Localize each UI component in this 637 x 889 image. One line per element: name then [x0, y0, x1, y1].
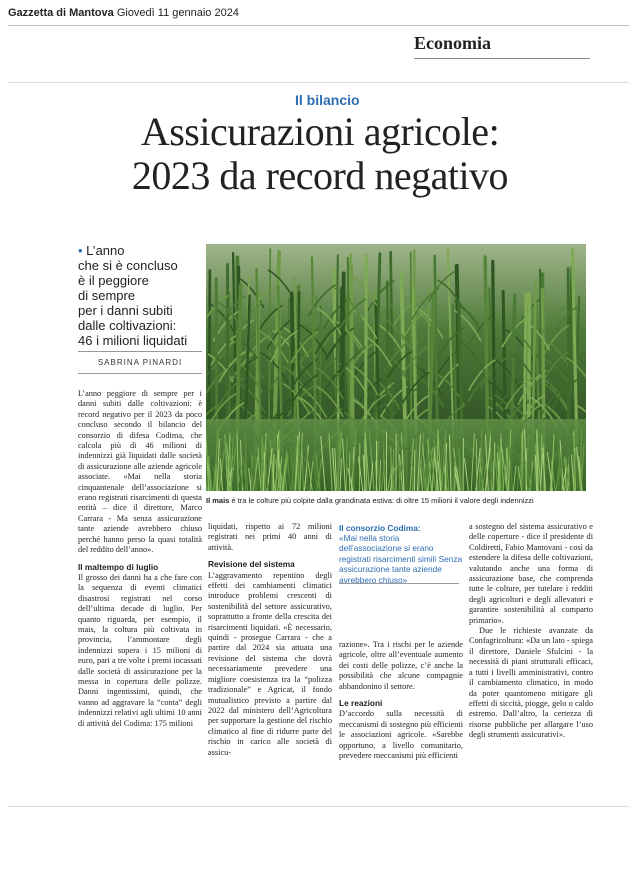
- corn-field-illustration: [206, 244, 586, 491]
- summary-line: per i danni subiti: [78, 303, 173, 318]
- body-paragraph: liquidati, rispetto ai 72 milioni registrati nei primi 40 anni di attività.: [208, 522, 332, 552]
- section-title: Economia: [414, 33, 492, 53]
- newspaper-name: Gazzetta di Mantova: [8, 7, 114, 19]
- bottom-divider: [8, 806, 629, 807]
- article-column-4: [469, 522, 593, 741]
- bullet-icon: •: [78, 243, 87, 258]
- body-paragraph: L’aggravamento repentino degli effetti dei cambiamenti climatici introduce problemi crescenti di sostenibilità del settore assicurativo, soprattutto a fronte della crescita dei risarcimenti liquidati. «È necessario, quindi - prosegue Carrara - che a partire dal 2024 sia attuata una revisione del sistema che dovrà necessariamente prevedere una migliore coesistenza tra la “polizza tradizionale” e Agricat, il fondo mutualistico previsto a partire dal 2022 dal ministero dell’Agricoltura per supportare la gestione del rischio climatico al fine di ridurre parte del rischio in carico alle società di assicu-: [208, 570, 332, 757]
- body-paragraph: a sostegno del sistema assicurativo e delle coperture - dice il presidente di Coldiretti, Fabio Mantovani - così da estendere la difesa delle coltivazioni, valutando anche una forma di assicurazione base, che comprenda tutte le colture, per tutelare i redditi degli agricoltori e degli allevatori e garantire sostenibilità al comparto primario».: [469, 522, 593, 625]
- photo-caption: [206, 496, 590, 506]
- header-divider: [8, 82, 629, 83]
- article-column-2: [208, 522, 332, 758]
- subheading: Le reazioni: [339, 698, 383, 709]
- author-byline: SABRINA PINARDI: [97, 358, 183, 367]
- pull-quote-text: «Mai nella storia dell’associazione si erano registrati risarcimenti simili Senza assicurazione tante aziende avrebbero chiuso»: [339, 533, 463, 585]
- subheading: Revisione del sistema: [208, 559, 295, 570]
- pull-quote: [339, 523, 463, 585]
- author-rule-bottom: [78, 373, 202, 374]
- article-column-3: [339, 640, 463, 761]
- pull-quote-title: Il consorzio Codima:: [339, 523, 421, 533]
- body-paragraph: razione». Tra i rischi per le aziende agricole, oltre all’eventuale aumento dei costi delle polizze, c’è anche la possibilità che alcune compagnie abbandonino il settore.: [339, 640, 463, 691]
- body-paragraph: D’accordo sulla necessità di meccanismi di sostegno più efficienti le associazioni agricole. «Sarebbe opportuno, a livello comunitario, prevedere meccanismi più efficienti: [339, 709, 463, 761]
- issue-date: Giovedì 11 gennaio 2024: [116, 7, 239, 19]
- summary-line: 46 i milioni liquidati: [78, 333, 188, 348]
- author-rule-top: [78, 351, 202, 352]
- body-paragraph: L’anno peggiore di sempre per i danni subiti dalle coltivazioni: è record negativo per il 2023 da poco concluso secondo il bilancio del consorzio di difesa Codima, che calcola più di 46 milioni di indennizzi già liquidati dalle società di assicurazione alle aziende agricole associate. «Mai nella storia cinquantenale dell’associazione si erano registrati risarcimenti di questa entità – dice il direttore, Marco Carrara - Ma senza assicurazione tante aziende avrebbero chiuso perché hanno perso la quasi totalità del reddito dell’anno».: [78, 389, 202, 555]
- summary-line: è il peggiore: [78, 273, 149, 288]
- article-summary: [78, 243, 202, 348]
- section-rule: [414, 58, 590, 59]
- pull-quote-rule: [339, 583, 459, 584]
- headline-line-1: Assicurazioni agricole:: [140, 109, 500, 154]
- corn-field-photo: [206, 244, 586, 491]
- summary-line: che si è concluso: [78, 258, 178, 273]
- top-divider: [8, 25, 629, 26]
- body-paragraph: Due le richieste avanzate da Confagricoltura: «Da un lato - spiega il direttore, Daniele Sfulcini - la necessità di piani strutturali efficaci, a tutti i livelli amministrativi, contro il cambiamento climatico, in modo da poter quantomeno mitigare gli effetti di siccità, piogge, gelo o caldo estremo. Dall’altro, la certezza di risorse pubbliche per allargare l’uso degli strumenti assicurativi».: [469, 626, 593, 740]
- summary-line: di sempre: [78, 288, 136, 303]
- headline: [40, 110, 600, 198]
- article-column-1: [78, 389, 202, 729]
- summary-line: L’anno: [86, 243, 125, 258]
- summary-line: dalle coltivazioni:: [78, 318, 177, 333]
- caption-lead: Il mais: [206, 496, 230, 505]
- headline-line-2: 2023 da record negativo: [131, 153, 509, 198]
- body-paragraph: Il grosso dei danni ha a che fare con la sequenza di eventi climatici disastrosi registrati nel corso dell’ultima decade di luglio. Per quanto riguarda, per esempio, il mais, la coltura più coltivata in provincia, l’ammontare degli indennizzi supera i 15 milioni di euro, pari a tre volte i premi incassati dalle società di assicurazione per la messa in copertura delle polizze. Danni ingentissimi, quindi, che vanno ad aggravare la “conta” degli indennizzi relativi agli ultimi 10 anni di attività del Codima: 175 milioni: [78, 572, 202, 728]
- masthead: [8, 7, 239, 19]
- kicker: Il bilancio: [295, 92, 360, 108]
- caption-text: è tra le colture più colpite dalla grandinata estiva: di oltre 15 milioni il valore degli indennizzi: [229, 496, 534, 505]
- subheading: Il maltempo di luglio: [78, 561, 159, 572]
